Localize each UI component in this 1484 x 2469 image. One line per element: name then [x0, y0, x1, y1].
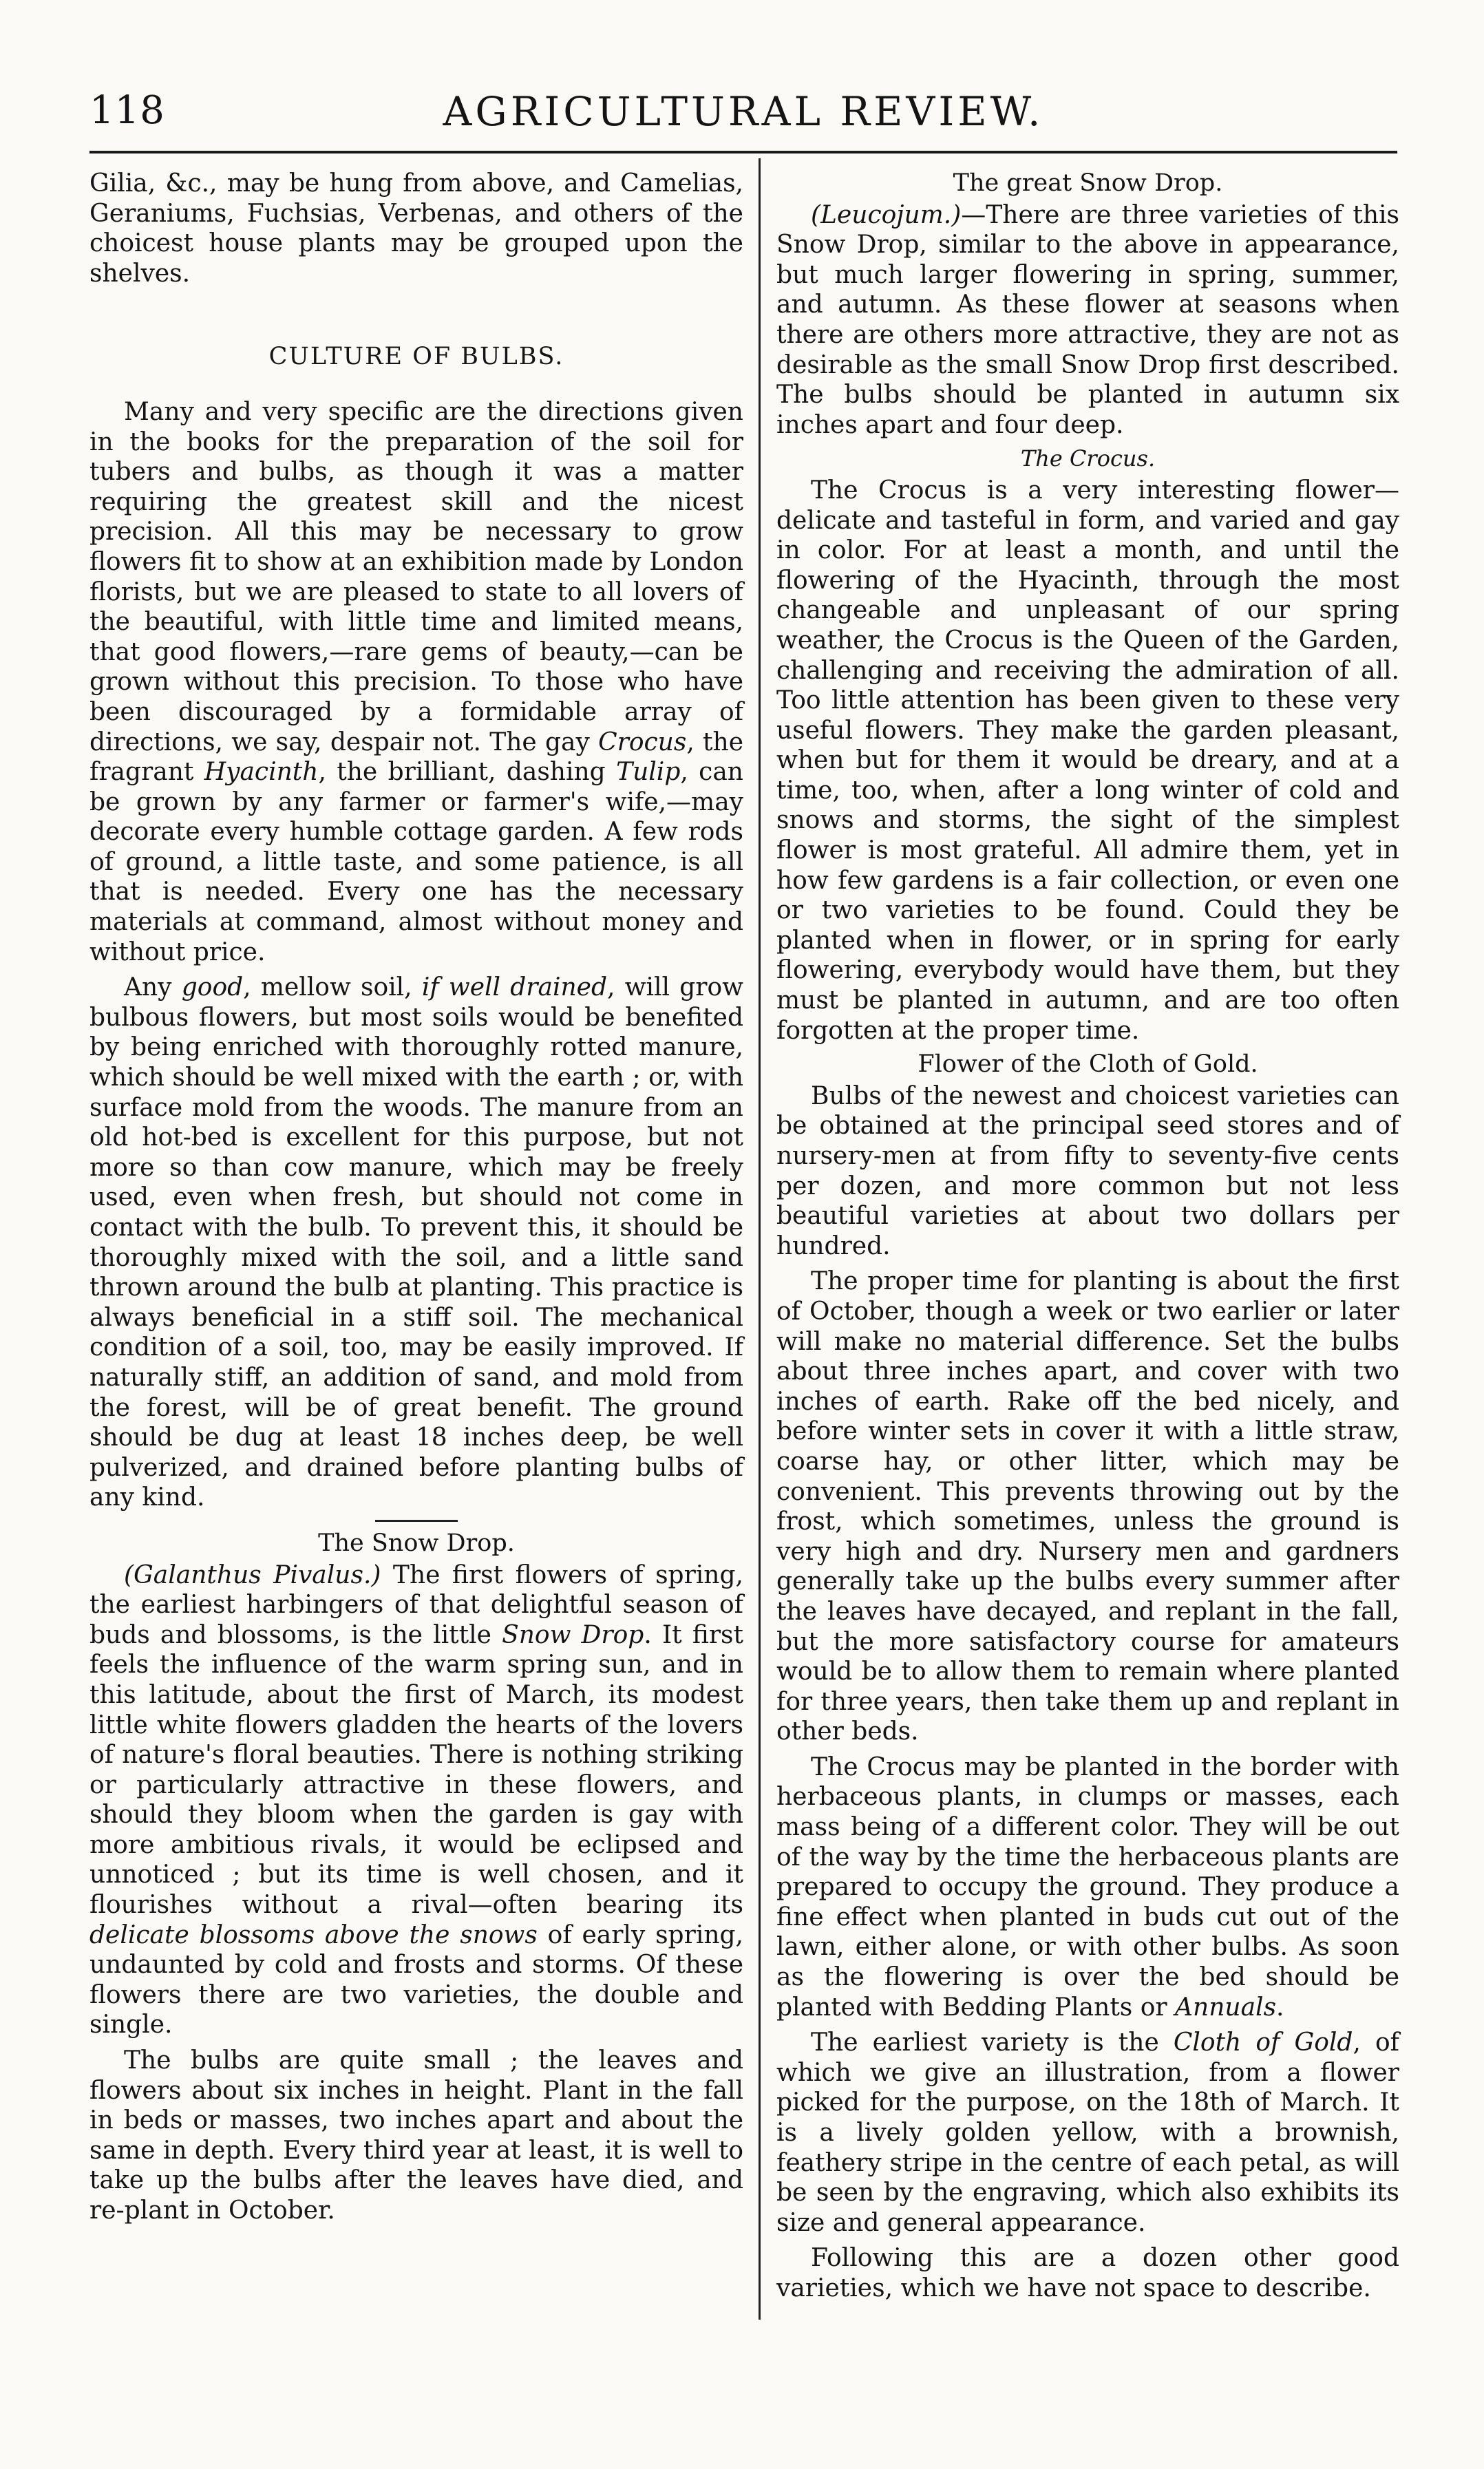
paragraph: The Crocus is a very interesting flower—delicate and tasteful in form, and varied and gay in color. For at least a month, and until the flowering of the Hyacinth, through the most changeable and unpleasant of our spring weather, the Crocus is the Queen of the Garden, challenging and receiving the admiration of all. Too little attention has been given to these very useful flowers. They make the garden pleasant, when but for them it would be dreary, and at a time, too, when, after a long winter of cold and snows and storms, the sight of the simplest flower is most grateful. All admire them, yet in how few gardens is a fair collection, or even one or two varieties to be found. Could they be planted when in flower, or in spring for early flowering, everybody would have them, but they must be planted in autumn, and are too often forgotten at the proper time. [776, 476, 1399, 1045]
short-rule [375, 1520, 458, 1522]
paragraph: (Leucojum.)—There are three varieties of this Snow Drop, similar to the above in appearance, but much larger flowering in spring, summer, and autumn. As these flower at seasons when there are others more attractive, they are not as desirable as the small Snow Drop first described. The bulbs should be planted in autumn six inches apart and four deep. [776, 200, 1399, 439]
paragraph: Many and very specific are the directions given in the books for the preparation of the soil for tubers and bulbs, as though it was a matter requiring the greatest skill and the nicest precision. All this may be necessary to grow flowers fit to show at an exhibition made by London florists, but we are pleased to state to all lovers of the beautiful, with little time and limited means, that good flowers,—rare gems of beauty,—can be grown without this precision. To those who have been discouraged by a formidable array of directions, we say, despair not. The gay Crocus, the fragrant Hyacinth, the brilliant, dashing Tulip, can be grown by any farmer or farmer's wife,—may decorate every humble cottage garden. A few rods of ground, a little taste, and some patience, is all that is needed. Every one has the necessary materials at command, almost without money and without price. [89, 397, 744, 966]
paragraph: The Crocus may be planted in the border with herbaceous plants, in clumps or masses, each mass being of a different color. They will be out of the way by the time the herbaceous plants are prepared to occupy the ground. They produce a fine effect when planted in buds cut out of the lawn, either alone, or with other bulbs. As soon as the flowering is over the bed should be planted with Bedding Plants or Annuals. [776, 1752, 1399, 2022]
paragraph: The proper time for planting is about the first of October, though a week or two earlier or later will make no material difference. Set the bulbs about three inches apart, and cover with two inches of earth. Rake off the bed nicely, and before winter sets in cover it with a little straw, coarse hay, or other litter, which may be convenient. This prevents throwing out by the frost, which sometimes, unless the ground is very high and dry. Nursery men and gardners generally take up the bulbs every summer after the leaves have decayed, and replant in the fall, but the more satisfactory course for amateurs would be to allow them to remain where planted for three years, then take them up and replant in other beds. [776, 1267, 1399, 1746]
subheading-cloth-of-gold: Flower of the Cloth of Gold. [918, 1050, 1258, 1079]
paragraph: The earliest variety is the Cloth of Gold, of which we give an illustration, from a flower picked for the purpose, on the 18th of March. It is a lively golden yellow, with a brownish, feathery stripe in the centre of each petal, as will be seen by the engraving, which also exhibits its size and general appearance. [776, 2028, 1399, 2237]
paragraph: (Galanthus Pivalus.) The first flowers of spring, the earliest harbingers of that delightful season of buds and blossoms, is the little Snow Drop. It first feels the influence of the warm spring sun, and in this latitude, about the first of March, its modest little white flowers gladden the hearts of the lovers of nature's floral beauties. There is nothing striking or particularly attractive in these flowers, and should they bloom when the garden is gay with more ambitious rivals, it would be eclipsed and unnoticed ; but its time is well chosen, and it flourishes without a rival—often bearing its delicate blossoms above the snows of early spring, undaunted by cold and frosts and storms. Of these flowers there are two varieties, the double and single. [89, 1560, 744, 2039]
intro-paragraph: Gilia, &c., may be hung from above, and Camelias, Geraniums, Fuchsias, Verbenas, and others of the choicest house plants may be grouped upon the shelves. [89, 169, 743, 288]
right-column [776, 169, 1399, 2304]
column-divider [759, 158, 761, 2320]
header-rule [89, 151, 1397, 153]
page-number: 118 [89, 88, 165, 133]
paragraph: Bulbs of the newest and choicest varieties can be obtained at the principal seed stores and of nursery-men at from fifty to seventy-five cents per dozen, and more common but not less beautiful varieties at about two dollars per hundred. [776, 1081, 1399, 1260]
subheading-snow-drop: The Snow Drop. [318, 1529, 515, 1557]
paragraph: Following this are a dozen other good varieties, which we have not space to describe. [776, 2244, 1399, 2302]
running-title: AGRICULTURAL REVIEW. [443, 88, 1044, 135]
subheading-great-snow-drop: The great Snow Drop. [953, 169, 1223, 197]
subheading-crocus: The Crocus. [1020, 445, 1156, 472]
left-column [89, 169, 743, 2226]
paragraph: Any good, mellow soil, if well drained, will grow bulbous flowers, but most soils would be benefited by being enriched with thoroughly rotted manure, which should be well mixed with the earth ; or, with surface mold from the woods. The manure from an old hot-bed is excellent for this purpose, but not more so than cow manure, which may be freely used, even when fresh, but should not come in contact with the bulb. To prevent this, it should be thoroughly mixed with the soil, and a little sand thrown around the bulb at planting. This practice is always beneficial in a stiff soil. The mechanical condition of a soil, too, may be easily improved. If naturally stiff, an addition of sand, and mold from the forest, will be of great benefit. The ground should be dug at least 18 inches deep, be well pulverized, and drained before planting bulbs of any kind. [89, 973, 743, 1512]
paragraph: The bulbs are quite small ; the leaves and flowers about six inches in height. Plant in the fall in beds or masses, two inches apart and about the same in depth. Every third year at least, it is well to take up the bulbs after the leaves have died, and re-plant in October. [89, 2046, 743, 2225]
page-header [89, 83, 1397, 145]
section-title: CULTURE OF BULBS. [268, 343, 564, 371]
